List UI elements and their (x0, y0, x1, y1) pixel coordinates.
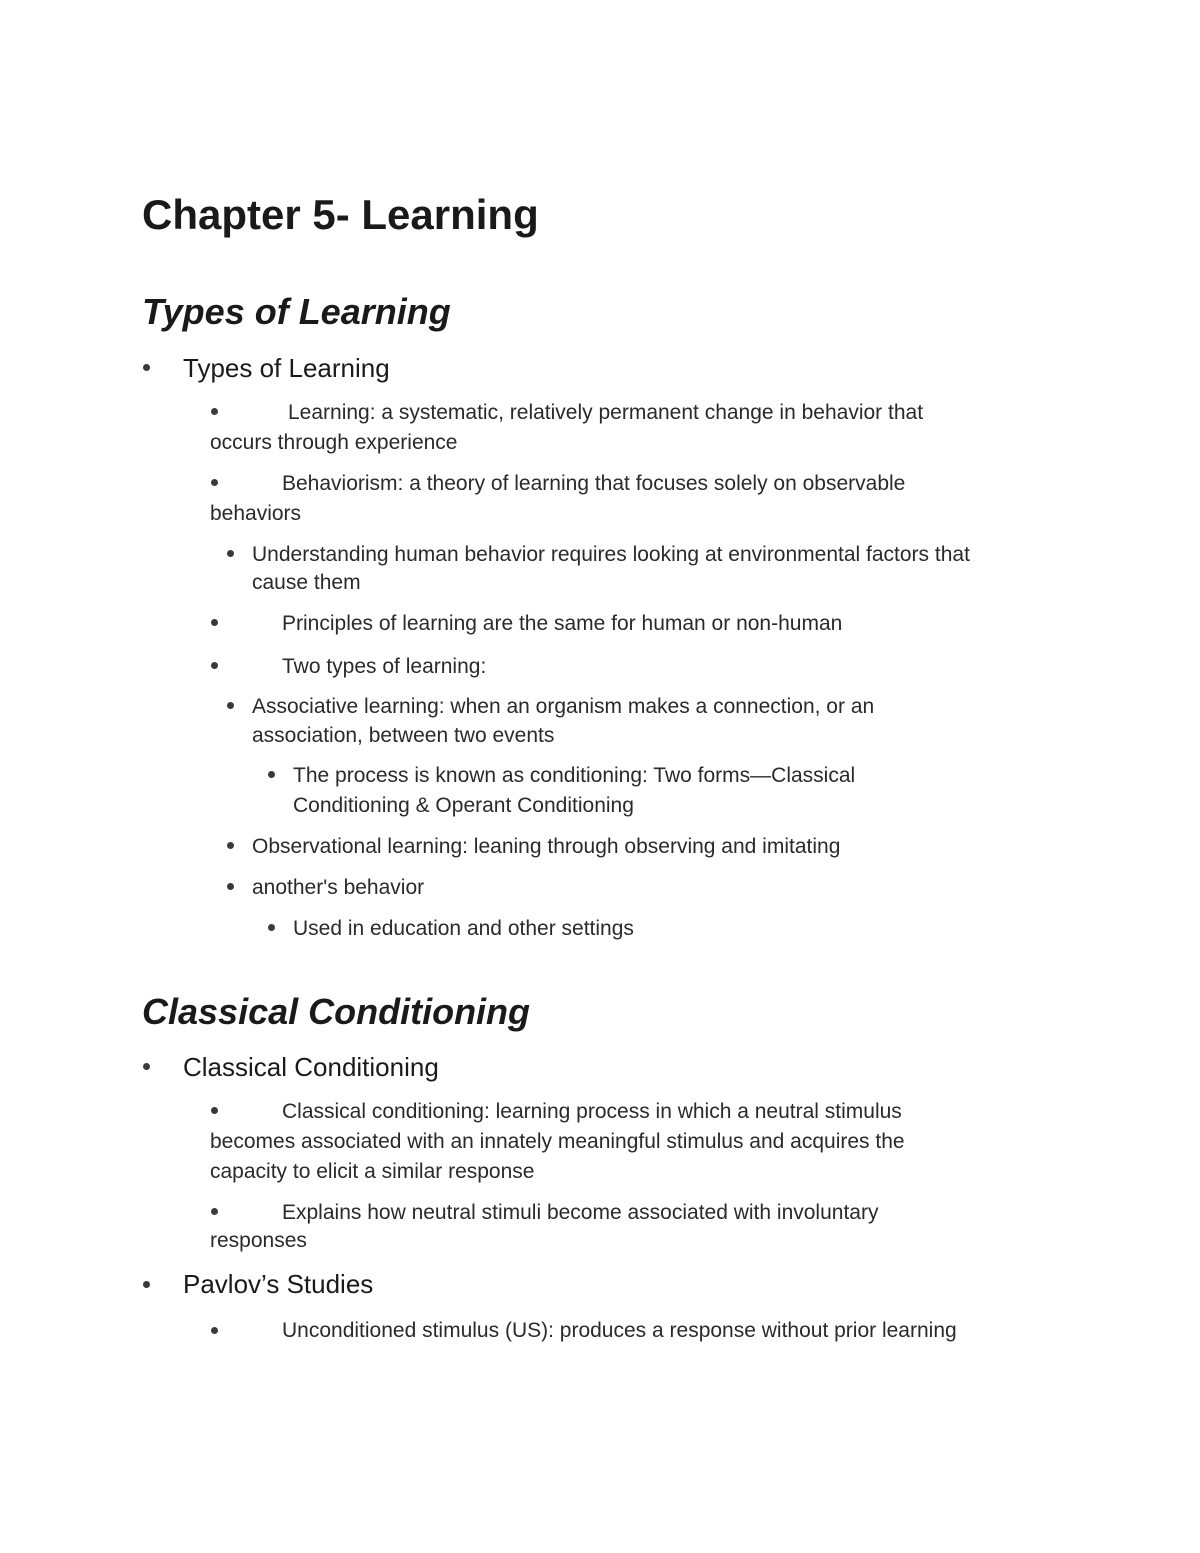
section-heading-types-of-learning: Types of Learning (142, 291, 451, 332)
list-item-observational: Observational learning: leaning through observing and imitating (252, 835, 841, 858)
bullet-icon (211, 1327, 218, 1334)
list-item-understanding: Understanding human behavior requires looking at environmental factors that (252, 543, 970, 566)
subheading-types-of-learning: Types of Learning (183, 353, 390, 383)
list-item-learning-def-cont: occurs through experience (210, 431, 458, 454)
page-title: Chapter 5- Learning (142, 191, 539, 238)
list-item-two-types: Two types of learning: (282, 655, 487, 678)
list-item-behaviorism: Behaviorism: a theory of learning that focuses solely on observable (282, 472, 906, 495)
bullet-icon (268, 924, 275, 931)
list-item-explains: Explains how neutral stimuli become associated with involuntary (282, 1201, 879, 1224)
list-item-conditioning: The process is known as conditioning: Two forms—Classical (293, 764, 856, 787)
bullet-icon (211, 408, 218, 415)
list-item-behaviorism-cont: behaviors (210, 502, 302, 525)
list-item-anothers-behavior: another's behavior (252, 876, 425, 899)
section-heading-classical-conditioning: Classical Conditioning (142, 991, 531, 1032)
bullet-icon (211, 662, 218, 669)
list-item-us-def: Unconditioned stimulus (US): produces a response without prior learning (282, 1319, 957, 1342)
list-item-cc-def-cont1: becomes associated with an innately meaningful stimulus and acquires the (210, 1130, 905, 1153)
subheading-classical-conditioning: Classical Conditioning (183, 1052, 439, 1082)
bullet-icon (211, 1208, 218, 1215)
list-item-explains-cont: responses (210, 1229, 307, 1252)
list-item-associative: Associative learning: when an organism makes a connection, or an (252, 695, 875, 718)
list-item-associative-cont: association, between two events (252, 724, 555, 747)
list-item-conditioning-cont: Conditioning & Operant Conditioning (293, 794, 634, 817)
bullet-icon (227, 842, 234, 849)
bullet-icon (268, 771, 275, 778)
list-item-learning-def: Learning: a systematic, relatively permanent change in behavior that (288, 401, 924, 424)
list-item-cc-def: Classical conditioning: learning process in which a neutral stimulus (282, 1100, 902, 1123)
list-item-principles: Principles of learning are the same for human or non-human (282, 612, 843, 635)
list-item-cc-def-cont2: capacity to elicit a similar response (210, 1160, 535, 1183)
bullet-icon (211, 479, 218, 486)
subheading-pavlovs-studies: Pavlov’s Studies (183, 1269, 374, 1299)
bullet-icon (143, 364, 150, 371)
list-item-used-in-education: Used in education and other settings (293, 917, 634, 940)
bullet-icon (143, 1281, 150, 1288)
bullet-icon (227, 702, 234, 709)
bullet-icon (211, 619, 218, 626)
bullet-icon (227, 550, 234, 557)
bullet-icon (143, 1063, 150, 1070)
bullet-icon (211, 1107, 218, 1114)
bullet-icon (227, 883, 234, 890)
list-item-understanding-cont: cause them (252, 571, 361, 594)
